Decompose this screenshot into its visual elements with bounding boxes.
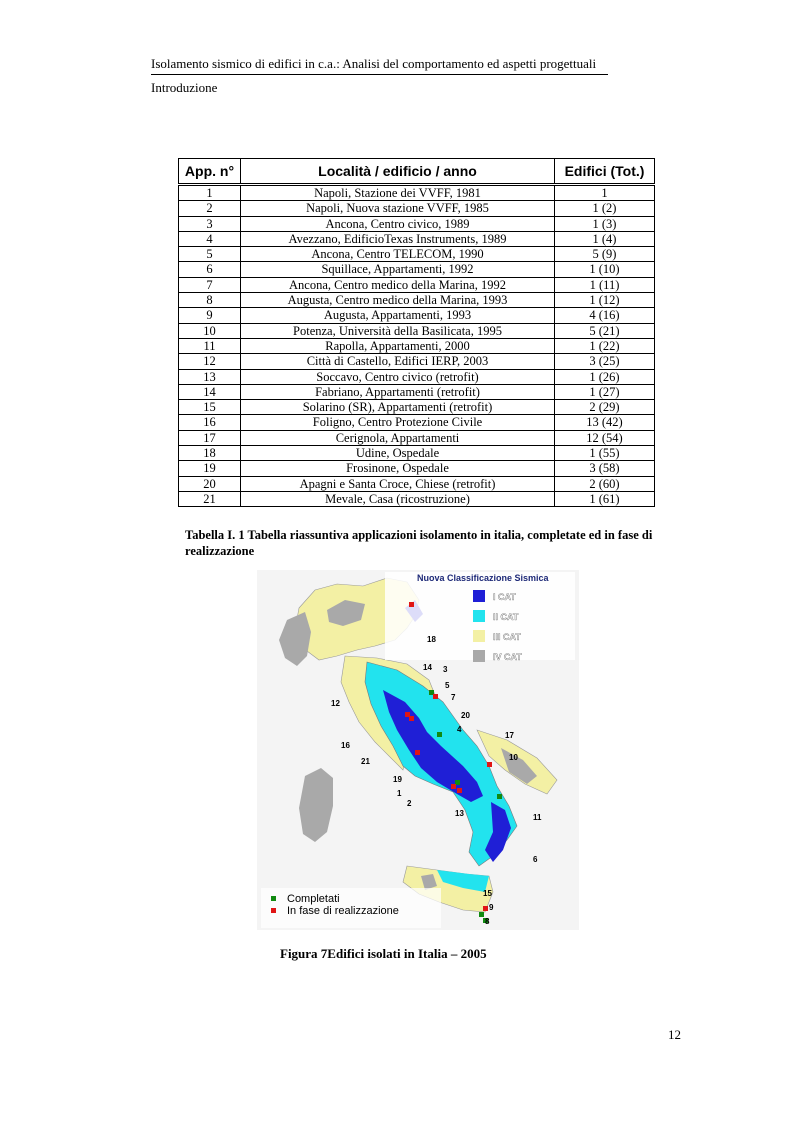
status-swatch bbox=[271, 896, 276, 901]
applications-table bbox=[178, 158, 655, 507]
location-cell: Udine, Ospedale bbox=[241, 446, 555, 461]
site-label: 8 bbox=[485, 917, 490, 926]
location-cell: Frosinone, Ospedale bbox=[241, 461, 555, 476]
column-header: Edifici (Tot.) bbox=[555, 159, 655, 185]
app-number-cell: 13 bbox=[179, 369, 241, 384]
location-cell: Cerignola, Appartamenti bbox=[241, 430, 555, 445]
site-marker bbox=[479, 912, 484, 917]
location-cell: Foligno, Centro Protezione Civile bbox=[241, 415, 555, 430]
header-divider bbox=[151, 74, 608, 75]
table-row bbox=[179, 201, 655, 216]
buildings-cell: 2 (60) bbox=[555, 476, 655, 491]
site-label: 15 bbox=[483, 889, 492, 898]
page-number: 12 bbox=[668, 1027, 681, 1042]
figure-caption: Figura 7Edifici isolati in Italia – 2005 bbox=[280, 946, 487, 961]
buildings-cell: 3 (58) bbox=[555, 461, 655, 476]
site-label: 1 bbox=[397, 789, 402, 798]
app-number-cell: 12 bbox=[179, 354, 241, 369]
app-number-cell: 3 bbox=[179, 216, 241, 231]
site-marker bbox=[409, 602, 414, 607]
buildings-cell: 13 (42) bbox=[555, 415, 655, 430]
table-row bbox=[179, 384, 655, 399]
app-number-cell: 9 bbox=[179, 308, 241, 323]
buildings-cell: 1 (12) bbox=[555, 293, 655, 308]
site-label: 5 bbox=[445, 681, 450, 690]
location-cell: Fabriano, Appartamenti (retrofit) bbox=[241, 384, 555, 399]
location-cell: Augusta, Appartamenti, 1993 bbox=[241, 308, 555, 323]
buildings-cell: 1 (10) bbox=[555, 262, 655, 277]
table-row bbox=[179, 476, 655, 491]
location-cell: Ancona, Centro medico della Marina, 1992 bbox=[241, 277, 555, 292]
table-row bbox=[179, 461, 655, 476]
buildings-cell: 12 (54) bbox=[555, 430, 655, 445]
document-header-title: Isolamento sismico di edifici in c.a.: Analisi del comportamento ed aspetti progettuali bbox=[151, 56, 597, 71]
site-marker bbox=[457, 788, 462, 793]
site-label: 2 bbox=[407, 799, 412, 808]
table-row bbox=[179, 277, 655, 292]
buildings-cell: 1 (11) bbox=[555, 277, 655, 292]
app-number-cell: 10 bbox=[179, 323, 241, 338]
site-marker bbox=[437, 732, 442, 737]
site-label: 9 bbox=[489, 903, 494, 912]
site-label: 3 bbox=[443, 665, 448, 674]
app-number-cell: 14 bbox=[179, 384, 241, 399]
legend-swatch bbox=[473, 610, 485, 622]
location-cell: Augusta, Centro medico della Marina, 1993 bbox=[241, 293, 555, 308]
site-label: 10 bbox=[509, 753, 518, 762]
location-cell: Città di Castello, Edifici IERP, 2003 bbox=[241, 354, 555, 369]
status-swatch bbox=[271, 908, 276, 913]
table-row bbox=[179, 185, 655, 201]
buildings-cell: 1 bbox=[555, 185, 655, 201]
location-cell: Ancona, Centro civico, 1989 bbox=[241, 216, 555, 231]
buildings-cell: 3 (25) bbox=[555, 354, 655, 369]
location-cell: Squillace, Appartamenti, 1992 bbox=[241, 262, 555, 277]
app-number-cell: 19 bbox=[179, 461, 241, 476]
legend-label: II CAT bbox=[493, 612, 519, 622]
site-label: 17 bbox=[505, 731, 514, 740]
legend-label: I CAT bbox=[493, 592, 516, 602]
buildings-cell: 5 (21) bbox=[555, 323, 655, 338]
buildings-cell: 1 (2) bbox=[555, 201, 655, 216]
location-cell: Apagni e Santa Croce, Chiese (retrofit) bbox=[241, 476, 555, 491]
table-row bbox=[179, 446, 655, 461]
app-number-cell: 2 bbox=[179, 201, 241, 216]
section-title: Introduzione bbox=[151, 80, 218, 95]
buildings-cell: 1 (55) bbox=[555, 446, 655, 461]
site-marker bbox=[451, 784, 456, 789]
site-label: 19 bbox=[393, 775, 402, 784]
column-header: App. n° bbox=[179, 159, 241, 185]
column-header: Località / edificio / anno bbox=[241, 159, 555, 185]
table-row bbox=[179, 369, 655, 384]
legend-title: Nuova Classificazione Sismica bbox=[417, 573, 549, 583]
app-number-cell: 8 bbox=[179, 293, 241, 308]
table-row bbox=[179, 262, 655, 277]
site-label: 20 bbox=[461, 711, 470, 720]
buildings-cell: 4 (16) bbox=[555, 308, 655, 323]
app-number-cell: 17 bbox=[179, 430, 241, 445]
legend-label: III CAT bbox=[493, 632, 521, 642]
location-cell: Rapolla, Appartamenti, 2000 bbox=[241, 338, 555, 353]
table-row bbox=[179, 491, 655, 506]
site-label: 4 bbox=[457, 725, 462, 734]
site-label: 21 bbox=[361, 757, 370, 766]
app-number-cell: 7 bbox=[179, 277, 241, 292]
buildings-cell: 1 (3) bbox=[555, 216, 655, 231]
location-cell: Ancona, Centro TELECOM, 1990 bbox=[241, 247, 555, 262]
status-label: In fase di realizzazione bbox=[287, 905, 399, 917]
legend-swatch bbox=[473, 630, 485, 642]
location-cell: Avezzano, EdificioTexas Instruments, 1989 bbox=[241, 231, 555, 246]
site-marker bbox=[409, 716, 414, 721]
location-cell: Napoli, Stazione dei VVFF, 1981 bbox=[241, 185, 555, 201]
location-cell: Soccavo, Centro civico (retrofit) bbox=[241, 369, 555, 384]
table-row bbox=[179, 293, 655, 308]
table-row bbox=[179, 354, 655, 369]
app-number-cell: 15 bbox=[179, 400, 241, 415]
location-cell: Mevale, Casa (ricostruzione) bbox=[241, 491, 555, 506]
app-number-cell: 6 bbox=[179, 262, 241, 277]
status-label: Completati bbox=[287, 893, 340, 905]
table-row bbox=[179, 323, 655, 338]
site-label: 16 bbox=[341, 741, 350, 750]
app-number-cell: 4 bbox=[179, 231, 241, 246]
buildings-cell: 1 (26) bbox=[555, 369, 655, 384]
app-number-cell: 21 bbox=[179, 491, 241, 506]
legend-swatch bbox=[473, 590, 485, 602]
site-label: 6 bbox=[533, 855, 538, 864]
app-number-cell: 1 bbox=[179, 185, 241, 201]
app-number-cell: 5 bbox=[179, 247, 241, 262]
site-marker bbox=[487, 762, 492, 767]
table-row bbox=[179, 338, 655, 353]
site-marker bbox=[415, 750, 420, 755]
app-number-cell: 16 bbox=[179, 415, 241, 430]
location-cell: Solarino (SR), Appartamenti (retrofit) bbox=[241, 400, 555, 415]
table-row bbox=[179, 231, 655, 246]
buildings-cell: 1 (22) bbox=[555, 338, 655, 353]
table-caption: Tabella I. 1 Tabella riassuntiva applicazioni isolamento in italia, completate ed in fase di realizzazione bbox=[185, 528, 653, 558]
table-row bbox=[179, 415, 655, 430]
buildings-cell: 1 (27) bbox=[555, 384, 655, 399]
table-header-row bbox=[179, 159, 655, 185]
app-number-cell: 11 bbox=[179, 338, 241, 353]
seismic-map bbox=[257, 570, 579, 930]
site-label: 14 bbox=[423, 663, 432, 672]
table-row bbox=[179, 400, 655, 415]
table-row bbox=[179, 308, 655, 323]
site-label: 11 bbox=[533, 813, 542, 822]
buildings-cell: 2 (29) bbox=[555, 400, 655, 415]
table-row bbox=[179, 430, 655, 445]
buildings-cell: 5 (9) bbox=[555, 247, 655, 262]
site-label: 13 bbox=[455, 809, 464, 818]
legend-swatch bbox=[473, 650, 485, 662]
app-number-cell: 18 bbox=[179, 446, 241, 461]
site-label: 18 bbox=[427, 635, 436, 644]
location-cell: Napoli, Nuova stazione VVFF, 1985 bbox=[241, 201, 555, 216]
buildings-cell: 1 (61) bbox=[555, 491, 655, 506]
legend-label: IV CAT bbox=[493, 652, 522, 662]
site-label: 7 bbox=[451, 693, 456, 702]
site-marker bbox=[497, 794, 502, 799]
app-number-cell: 20 bbox=[179, 476, 241, 491]
table-row bbox=[179, 216, 655, 231]
site-marker bbox=[483, 906, 488, 911]
buildings-cell: 1 (4) bbox=[555, 231, 655, 246]
location-cell: Potenza, Università della Basilicata, 1995 bbox=[241, 323, 555, 338]
site-marker bbox=[433, 694, 438, 699]
table-row bbox=[179, 247, 655, 262]
site-label: 12 bbox=[331, 699, 340, 708]
